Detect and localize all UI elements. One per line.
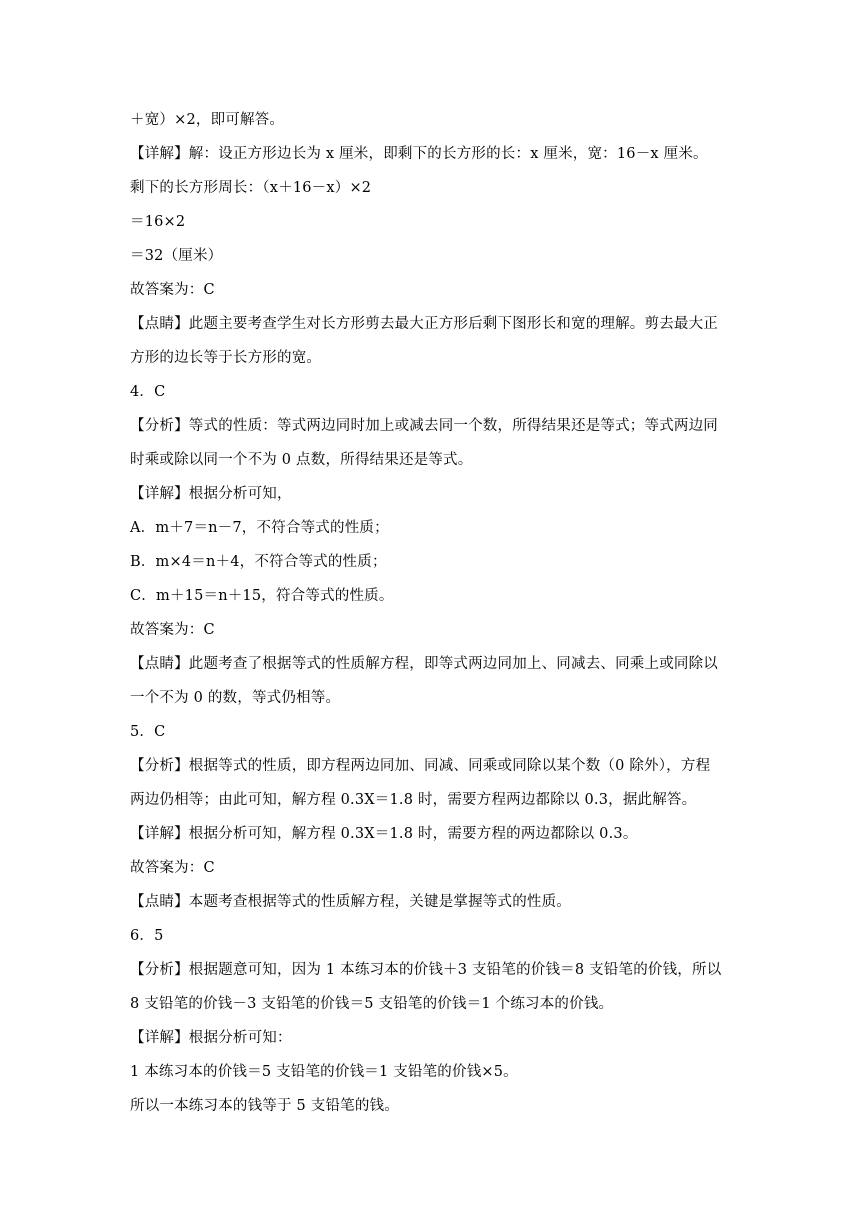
text-line: 【分析】等式的性质：等式两边同时加上或减去同一个数，所得结果还是等式；等式两边同 [130, 418, 718, 434]
question-number: 5．C [130, 724, 166, 740]
text-line: 【分析】根据题意可知，因为 1 本练习本的价钱＋3 支铅笔的价钱＝8 支铅笔的价钱，所以 [130, 962, 722, 978]
text-line: 【点睛】此题主要考查学生对长方形剪去最大正方形后剩下图形长和宽的理解。剪去最大正 [130, 316, 718, 332]
text-line: B．m×4＝n＋4，不符合等式的性质； [130, 554, 387, 570]
text-line: 【分析】根据等式的性质，即方程两边同加、同减、同乘或同除以某个数（0 除外），方程 [130, 758, 711, 774]
text-line: 故答案为：C [130, 282, 215, 298]
text-line: 剩下的长方形周长：（x＋16－x）×2 [130, 180, 372, 196]
text-line: 1 本练习本的价钱＝5 支铅笔的价钱＝1 支铅笔的价钱×5。 [130, 1064, 518, 1080]
text-line: 【点睛】此题考查了根据等式的性质解方程，即等式两边同加上、同减去、同乘上或同除以 [130, 656, 718, 672]
text-line: 【详解】根据分析可知，解方程 0.3X＝1.8 时，需要方程的两边都除以 0.3。 [130, 826, 638, 842]
text-line: 所以一本练习本的钱等于 5 支铅笔的钱。 [130, 1098, 399, 1114]
question-number: 4．C [130, 384, 166, 400]
question-number: 6．5 [130, 928, 164, 944]
text-line: 故答案为：C [130, 860, 215, 876]
text-line: ＝16×2 [130, 214, 186, 230]
text-line: 【详解】解：设正方形边长为 x 厘米，即剩下的长方形的长：x 厘米，宽：16－x 厘米。 [130, 146, 708, 162]
text-line: 【详解】根据分析可知： [130, 1030, 292, 1046]
text-line: 方形的边长等于长方形的宽。 [130, 350, 322, 366]
text-line: 两边仍相等；由此可知，解方程 0.3X＝1.8 时，需要方程两边都除以 0.3，据此解答。 [130, 792, 697, 808]
text-line: 8 支铅笔的价钱－3 支铅笔的价钱＝5 支铅笔的价钱＝1 个练习本的价钱。 [130, 996, 614, 1012]
text-line: 【详解】根据分析可知， [130, 486, 292, 502]
text-line: 时乘或除以同一个不为 0 点数，所得结果还是等式。 [130, 452, 473, 468]
text-line: 一个不为 0 的数，等式仍相等。 [130, 690, 341, 706]
text-line: A．m＋7＝n－7，不符合等式的性质； [130, 520, 389, 536]
text-line: 故答案为：C [130, 622, 215, 638]
text-line: ＋宽）×2，即可解答。 [130, 112, 285, 128]
text-line: ＝32（厘米） [130, 248, 223, 264]
text-line: C．m＋15＝n＋15，符合等式的性质。 [130, 588, 394, 604]
text-line: 【点睛】本题考查根据等式的性质解方程，关键是掌握等式的性质。 [130, 894, 571, 910]
